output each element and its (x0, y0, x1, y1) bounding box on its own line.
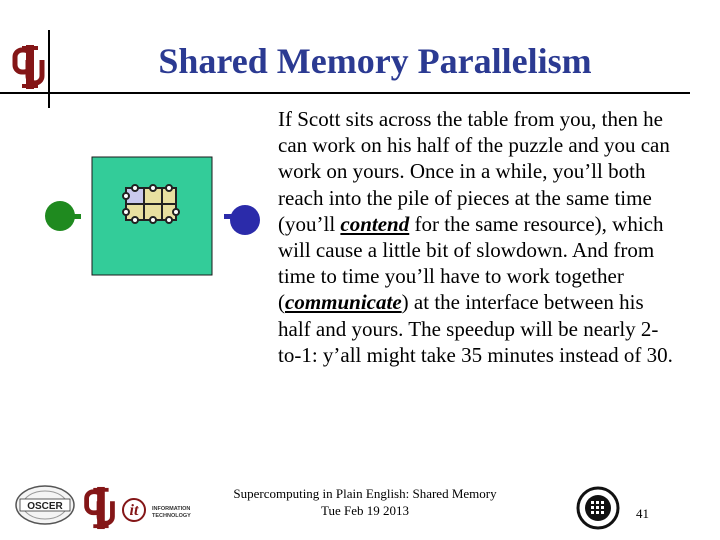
body-text-1: If Scott sits across the table from you, then he can work on his half of the puzzle and you can work on yours. Once in a while, you’ll both reach into the pile of pieces at the same time (you’ll (278, 107, 670, 236)
term-communicate: communicate (285, 290, 402, 315)
footer-course-title: Supercomputing in Plain English: Shared Memory (233, 486, 497, 501)
footer-date: Tue Feb 19 2013 (320, 502, 409, 518)
body-text-3: ) at the interface between his half and yours. The speedup will be nearly 2-to-1: y’all might take 35 minutes instead of 30. (278, 290, 673, 367)
title-horizontal-rule (0, 92, 690, 94)
slide-title: Shared Memory Parallelism (158, 41, 592, 81)
it-logo-text-1: INFORMATION (152, 506, 191, 512)
oscer-logo-icon (14, 484, 76, 526)
ou-footer-logo-icon (82, 486, 118, 530)
puzzle-table-illustration (40, 150, 280, 280)
ou-logo-icon (12, 44, 46, 90)
it-logo-mark: it (129, 502, 139, 519)
term-contend: contend (340, 211, 410, 236)
puzzle-pieces-icon (123, 185, 179, 223)
page-number: 41 (636, 506, 649, 521)
title-vertical-rule (48, 30, 50, 108)
person-right-icon (224, 205, 260, 235)
body-text-2: for the same resource), which will cause a little bit of slowdown. And from time to time you’ll have to work together ( (278, 211, 664, 315)
seal-logo-icon (576, 486, 620, 530)
it-logo-text-2: TECHNOLOGY (152, 513, 191, 519)
footer (205, 486, 525, 519)
person-left-icon (45, 201, 81, 231)
body-paragraph (278, 106, 673, 368)
it-logo-icon (120, 488, 204, 528)
oscer-logo-text: OSCER (27, 501, 63, 512)
